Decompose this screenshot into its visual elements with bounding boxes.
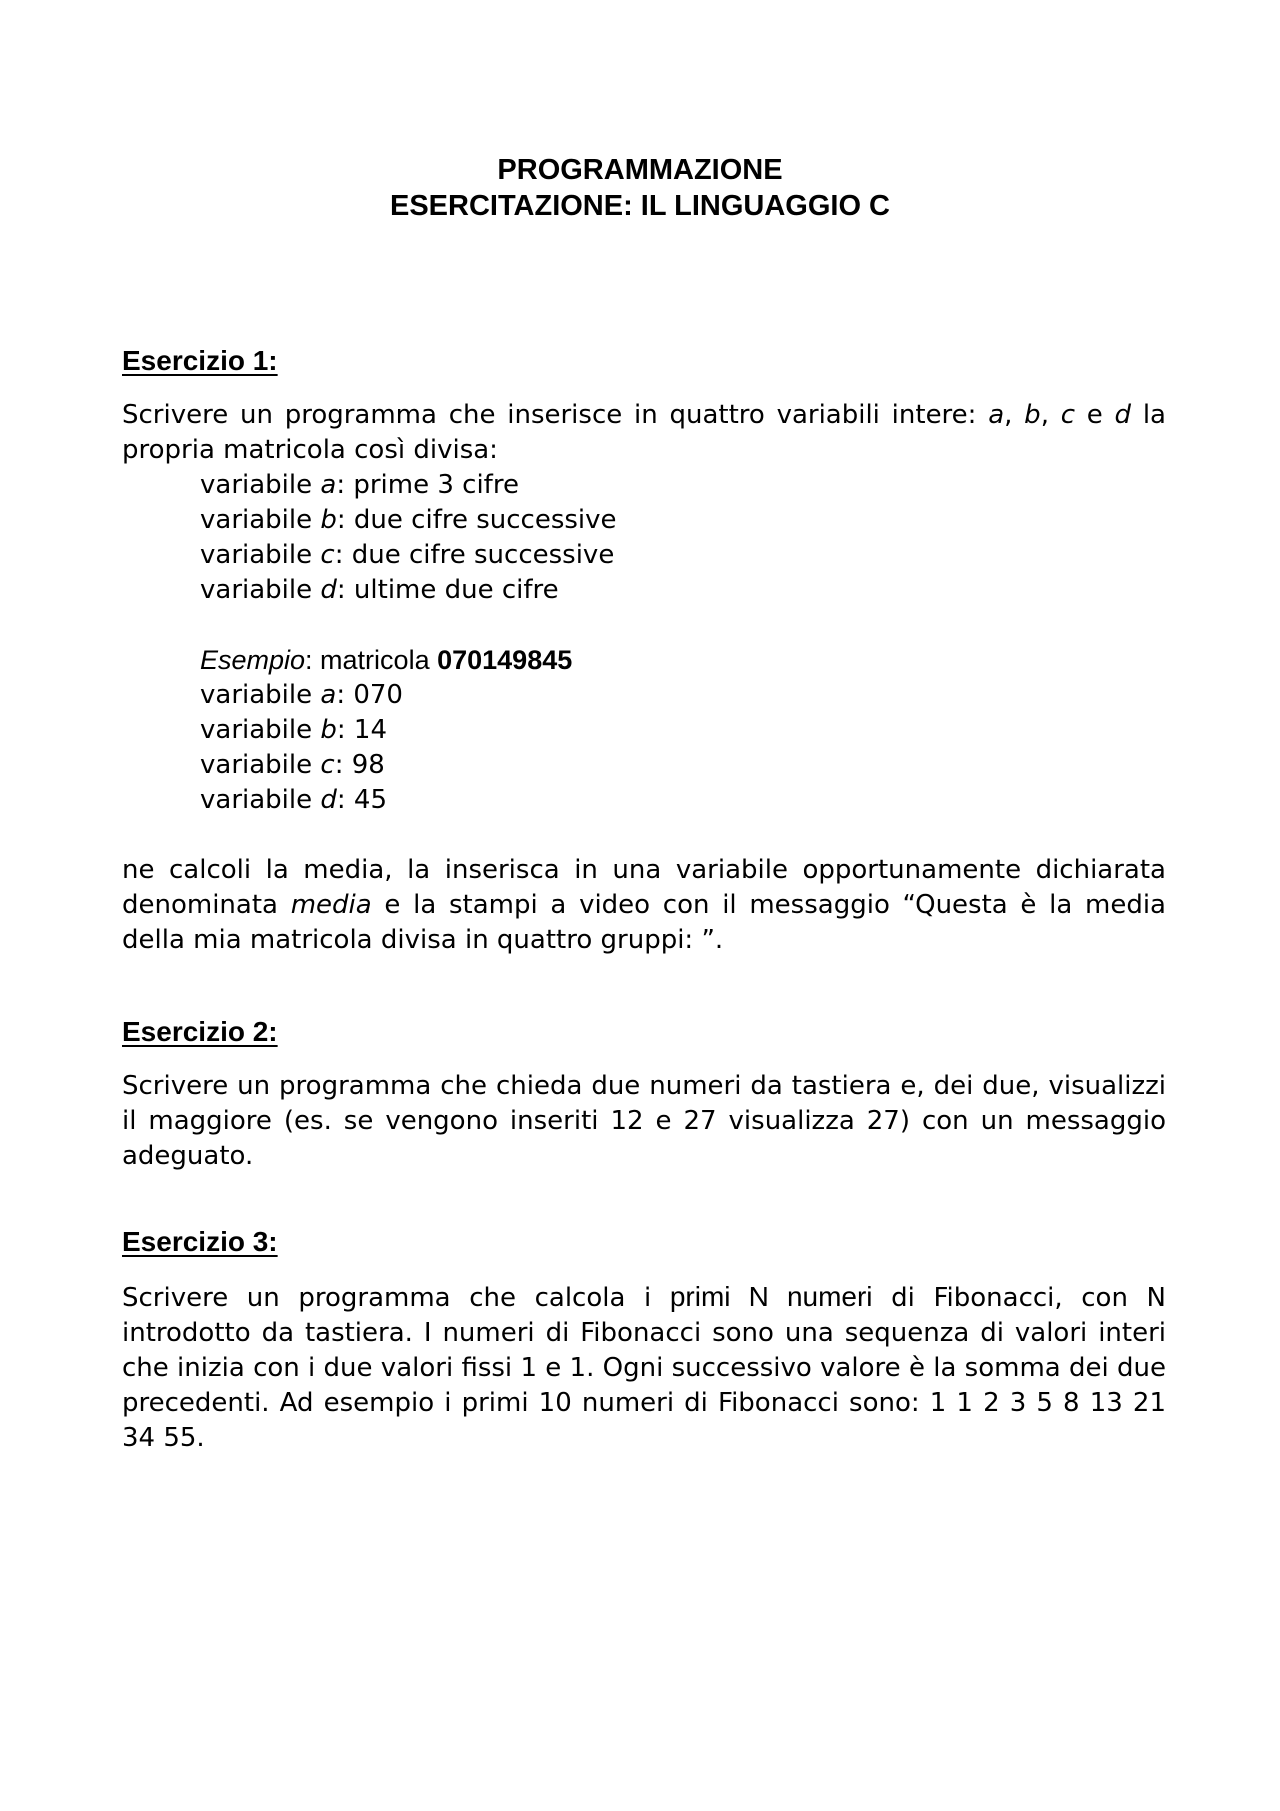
exercise-3-highlight: primi N numeri bbox=[669, 1281, 873, 1312]
variable-name: c bbox=[320, 540, 335, 570]
media-ref: media bbox=[290, 890, 372, 920]
variable-item bbox=[200, 503, 1166, 538]
exercise-1-conclusion bbox=[122, 853, 1166, 958]
variable-value: : 45 bbox=[336, 785, 388, 815]
exercise-1-body bbox=[122, 398, 1166, 958]
variable-desc: : ultime due cifre bbox=[336, 575, 559, 605]
var-d-ref: d bbox=[1114, 400, 1132, 430]
variable-value: : 14 bbox=[336, 715, 388, 745]
title-line-2: ESERCITAZIONE: IL LINGUAGGIO C bbox=[390, 190, 890, 222]
example-value-item bbox=[200, 748, 1166, 783]
example-matricola: 070149845 bbox=[437, 645, 573, 675]
variable-desc: : prime 3 cifre bbox=[336, 470, 519, 500]
variable-prefix: variabile bbox=[200, 505, 321, 535]
exercise-3-text-part: di Fibonacci, con N introdotto da tastiera. I numeri di Fibonacci sono una sequenza di valori interi che inizia con i due valori fissi 1 e 1. Ogni successivo valore è la somma dei due precedenti. Ad esempio i primi 10 numeri di Fibonacci sono: 1 1 2 3 5 8 13 21 34 55. bbox=[122, 1283, 1166, 1453]
variable-value: : 070 bbox=[336, 680, 403, 710]
var-c-ref: c bbox=[1060, 400, 1076, 430]
variable-item bbox=[200, 468, 1166, 503]
variable-prefix: variabile bbox=[200, 680, 321, 710]
variable-desc: : due cifre successive bbox=[334, 540, 615, 570]
conclusion-text: e la stampi a video con il messaggio “Questa è la media della mia matricola divisa in quattro gruppi: ”. bbox=[122, 890, 1166, 955]
variable-list bbox=[122, 468, 1166, 818]
exercise-2-heading: Esercizio 2: bbox=[122, 1016, 278, 1047]
exercise-2-body bbox=[122, 1069, 1166, 1174]
variable-item bbox=[200, 573, 1166, 608]
intro-sep: , bbox=[1040, 400, 1061, 430]
intro-text: la propria matricola così divisa: bbox=[122, 400, 1166, 465]
var-b-ref: b bbox=[1024, 400, 1041, 430]
spacer bbox=[122, 818, 1166, 853]
variable-name: a bbox=[320, 680, 337, 710]
exercise-1-intro bbox=[122, 398, 1166, 468]
variable-item bbox=[200, 538, 1166, 573]
variable-value: : 98 bbox=[334, 750, 385, 780]
variable-name: a bbox=[320, 470, 337, 500]
document-title bbox=[0, 152, 1280, 224]
var-a-ref: a bbox=[988, 400, 1005, 430]
variable-prefix: variabile bbox=[200, 575, 321, 605]
variable-desc: : due cifre successive bbox=[336, 505, 617, 535]
conclusion-text: ne calcoli la media, la inserisca in una variabile opportunamente dichiarata denominata bbox=[122, 855, 1166, 920]
exercise-3-text bbox=[122, 1279, 1166, 1456]
exercise-3-body bbox=[122, 1279, 1166, 1456]
spacer bbox=[200, 608, 1166, 643]
variable-prefix: variabile bbox=[200, 715, 321, 745]
example-text: : matricola bbox=[305, 645, 438, 675]
variable-name: d bbox=[320, 575, 337, 605]
variable-name: b bbox=[320, 715, 337, 745]
example-line bbox=[200, 643, 1166, 678]
intro-sep: e bbox=[1075, 400, 1115, 430]
example-value-item bbox=[200, 713, 1166, 748]
variable-prefix: variabile bbox=[200, 750, 321, 780]
variable-prefix: variabile bbox=[200, 785, 321, 815]
variable-prefix: variabile bbox=[200, 540, 321, 570]
example-label: Esempio bbox=[200, 645, 306, 675]
variable-name: b bbox=[320, 505, 337, 535]
example-value-item bbox=[200, 783, 1166, 818]
variable-prefix: variabile bbox=[200, 470, 321, 500]
exercise-3-heading: Esercizio 3: bbox=[122, 1226, 278, 1257]
intro-sep: , bbox=[1004, 400, 1025, 430]
intro-text: Scrivere un programma che inserisce in quattro variabili intere: bbox=[122, 400, 989, 430]
exercise-2-text: Scrivere un programma che chieda due numeri da tastiera e, dei due, visualizzi il maggiore (es. se vengono inseriti 12 e 27 visualizza 27) con un messaggio adeguato. bbox=[122, 1071, 1166, 1171]
exercise-1-heading: Esercizio 1: bbox=[122, 345, 278, 376]
variable-name: d bbox=[320, 785, 337, 815]
exercise-3-text-part: Scrivere un programma che calcola i bbox=[122, 1283, 670, 1313]
variable-name: c bbox=[320, 750, 335, 780]
example-value-item bbox=[200, 678, 1166, 713]
title-line-1: PROGRAMMAZIONE bbox=[497, 154, 783, 186]
